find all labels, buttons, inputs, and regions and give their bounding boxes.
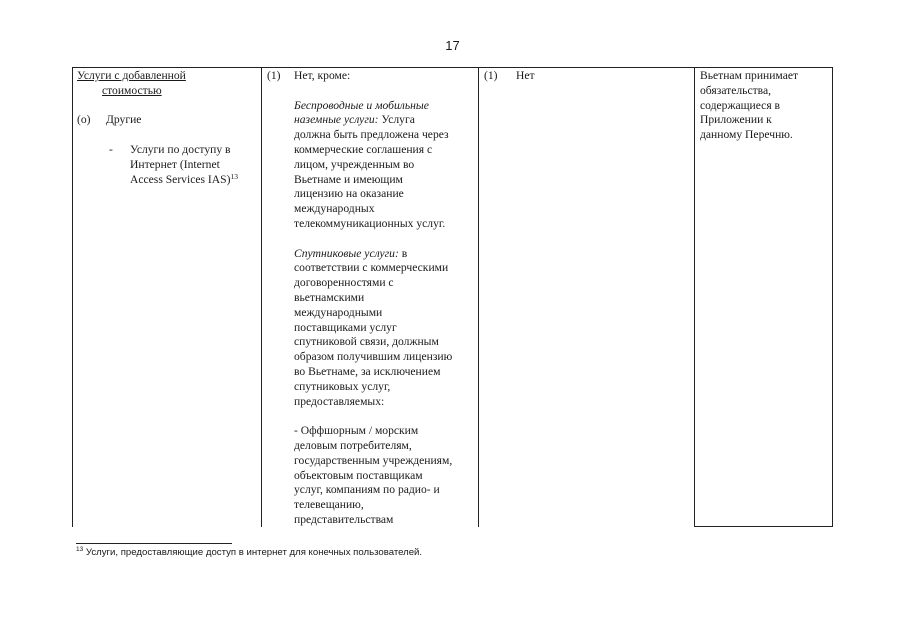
sector-cell [77,69,257,187]
commitment-line: Вьетнам принимает [700,69,799,82]
table-top-border [72,67,833,68]
wireless-line: Вьетнаме и имеющим [294,172,403,186]
col4-right-border [832,67,833,527]
wireless-line: лицензию на оказание [294,187,404,201]
national-treatment-text: Нет [516,69,535,82]
exceptions-line: - Оффшорным / морским [294,424,419,438]
sector-heading-line1: Услуги с добавленной [77,69,186,82]
satellite-line: международными [294,305,383,319]
service-line1: Услуги по доступу в [130,142,231,156]
footnote [76,547,422,558]
market-access-intro: Нет, кроме: [294,69,351,82]
col1-left-border [72,67,73,527]
service-line2: Интернет (Internet [130,157,220,171]
wireless-title-line2: наземные услуги: [294,113,379,127]
col2-right-border [478,67,479,527]
market-access-cell [267,69,475,528]
footnote-text: Услуги, предоставляющие доступ в интернет для конечных пользователей. [83,547,423,558]
satellite-line: договоренностями с [294,276,394,290]
subsector-marker: (o) [77,113,91,127]
satellite-line: спутниковой связи, должным [294,335,439,349]
satellite-title: Спутниковые услуги: [294,246,399,260]
exceptions-line: представительствам [294,512,394,526]
wireless-line: телекоммуникационных услуг. [294,216,446,230]
exceptions-paragraph [294,424,475,528]
wireless-line: коммерческие соглашения с [294,142,433,156]
service-line3: Access Services IAS) [130,172,231,186]
wireless-line: лицом, учрежденным во [294,157,415,171]
service-item [77,143,257,187]
commitment-line: обязательства, [700,83,772,97]
col3-right-border [694,67,695,527]
satellite-line: образом получившим лицензию [294,350,453,364]
wireless-line: должна быть предложена через [294,128,449,142]
satellite-line: предоставляемых: [294,394,385,408]
exceptions-line: услуг, компаниям по радио- и [294,483,440,497]
national-treatment-marker: (1) [484,69,498,82]
subsector-row [77,113,257,128]
additional-commitments-cell [700,69,830,143]
wireless-line: международных [294,202,375,216]
satellite-line: во Вьетнаме, за исключением [294,364,441,378]
sector-heading-line2: стоимостью [102,83,162,97]
footnote-separator [76,543,232,544]
satellite-text-start: в [398,246,408,260]
wireless-title-line1: Беспроводные и мобильные [294,98,429,112]
exceptions-line: государственным учреждениям, [294,453,453,467]
satellite-paragraph [294,247,475,410]
wireless-text-start: Услуга [378,113,415,127]
col2-left-border [261,67,262,527]
market-access-marker: (1) [267,69,281,82]
exceptions-line: телевещанию, [294,498,364,512]
footnote-ref: 13 [230,171,238,181]
satellite-line: поставщиками услуг [294,320,397,334]
col4-bottom-border [694,526,833,527]
schedule-table [72,67,833,527]
satellite-line: соответствии с коммерческими [294,261,449,275]
exceptions-line: деловым потребителям, [294,438,412,452]
commitment-line: содержащиеся в [700,98,781,112]
footnote-number: 13 [76,546,84,553]
commitment-line: данному Перечню. [700,128,793,142]
satellite-line: спутниковых услуг, [294,379,391,393]
exceptions-line: объектовым поставщикам [294,468,423,482]
subsector-label: Другие [106,113,142,127]
service-bullet: - [109,142,113,156]
commitment-line: Приложении к [700,113,772,127]
page-number: 17 [445,38,460,53]
satellite-line: вьетнамскими [294,290,365,304]
wireless-paragraph [294,99,475,232]
